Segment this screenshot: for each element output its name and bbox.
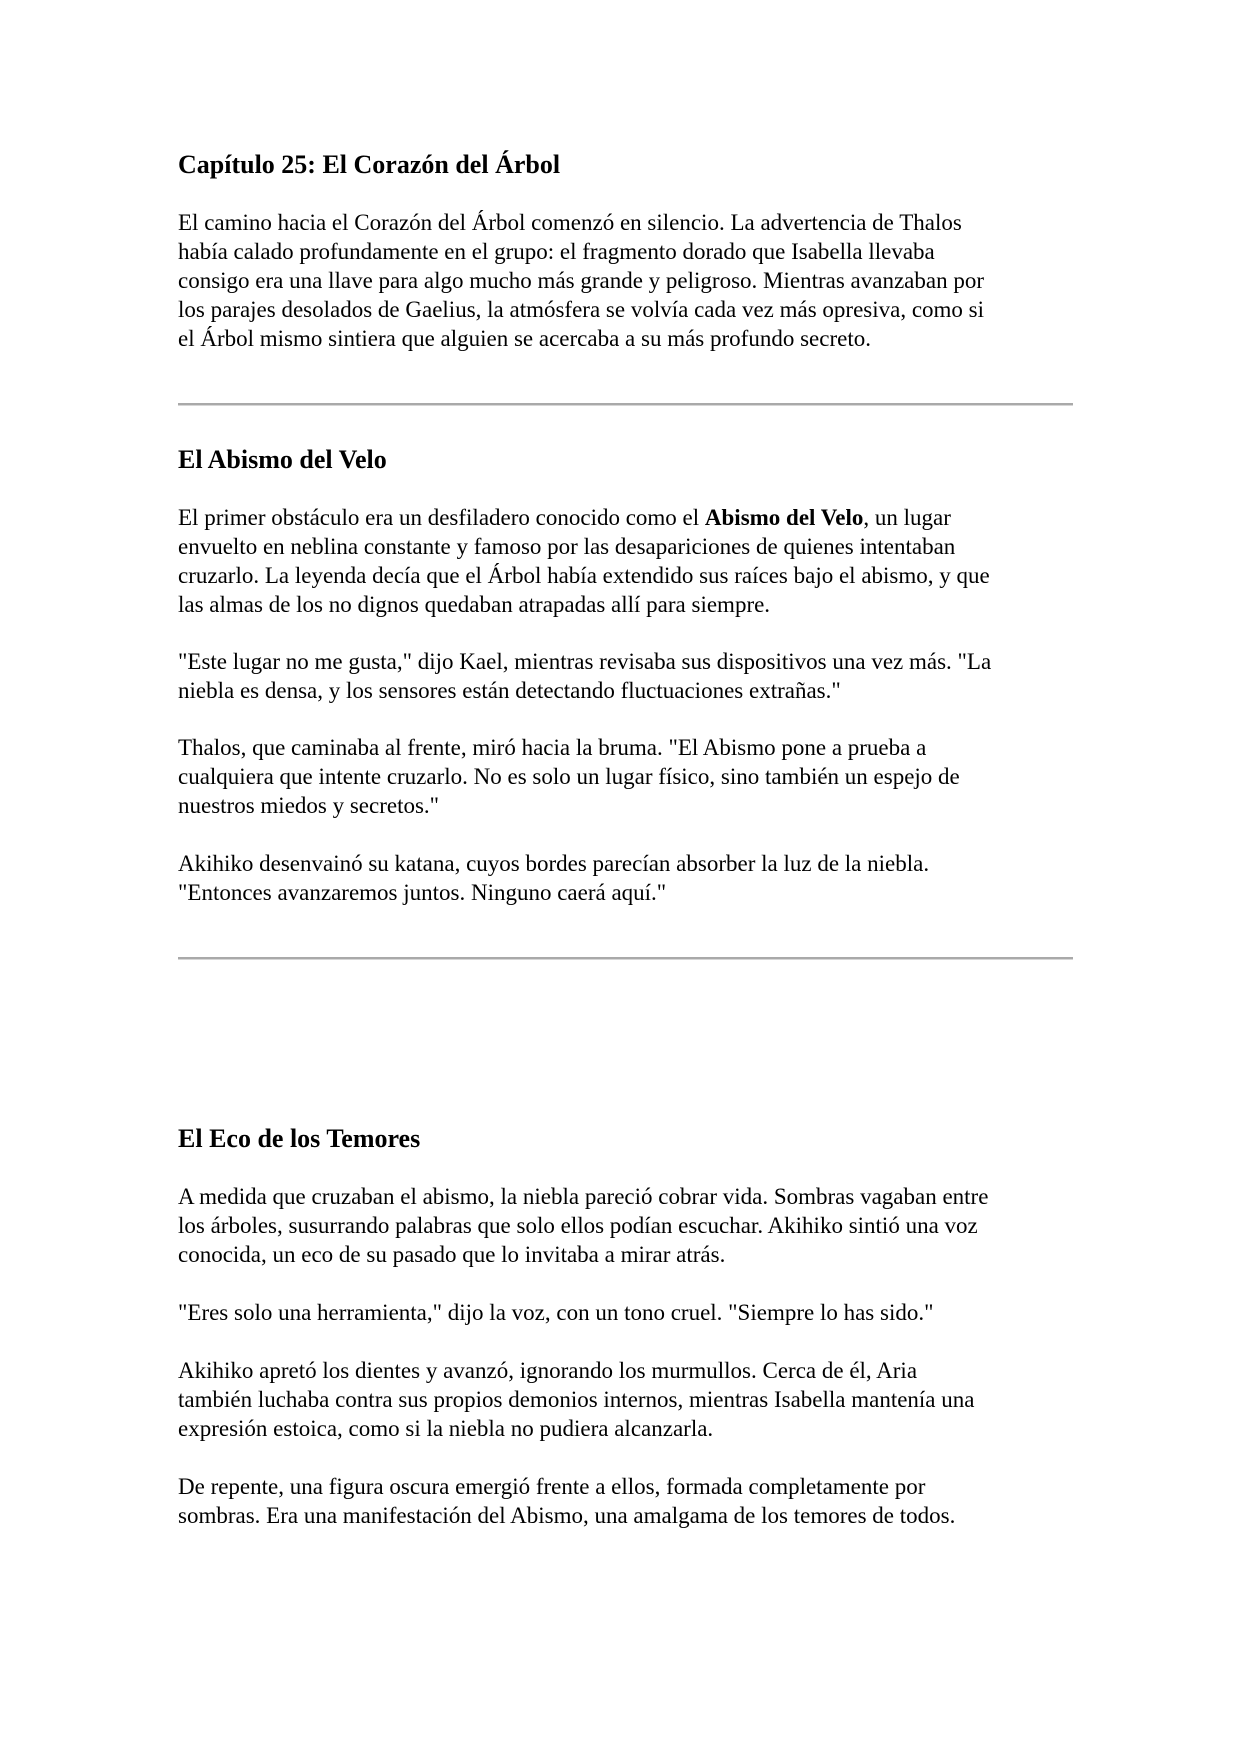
text-line: "Este lugar no me gusta," dijo Kael, mientras revisaba sus dispositivos una vez más. "La — [178, 649, 992, 674]
text-line: niebla es densa, y los sensores están detectando fluctuaciones extrañas." — [178, 678, 841, 703]
text-line: consigo era una llave para algo mucho más grande y peligroso. Mientras avanzaban por — [178, 268, 984, 293]
text-line: había calado profundamente en el grupo: el fragmento dorado que Isabella llevaba — [178, 239, 935, 264]
text-line: los árboles, susurrando palabras que solo ellos podían escuchar. Akihiko sintió una voz — [178, 1213, 978, 1238]
text-line: De repente, una figura oscura emergió frente a ellos, formada completamente por — [178, 1474, 926, 1499]
text-line: las almas de los no dignos quedaban atrapadas allí para siempre. — [178, 592, 771, 617]
text-line — [178, 503, 1073, 532]
horizontal-divider — [178, 957, 1073, 960]
text-line: expresión estoica, como si la niebla no pudiera alcanzarla. — [178, 1416, 714, 1441]
intro-paragraph — [178, 208, 1073, 353]
text-line: El camino hacia el Corazón del Árbol comenzó en silencio. La advertencia de Thalos — [178, 210, 962, 235]
text-line: envuelto en neblina constante y famoso por las desapariciones de quienes intentaban — [178, 534, 956, 559]
text-line: Akihiko desenvainó su katana, cuyos bordes parecían absorber la luz de la niebla. — [178, 851, 930, 876]
paragraph — [178, 1182, 1073, 1269]
bold-term: Abismo del Velo — [704, 505, 864, 530]
text-run: , un lugar — [863, 505, 951, 530]
paragraph — [178, 849, 1073, 907]
text-line: sombras. Era una manifestación del Abismo, una amalgama de los temores de todos. — [178, 1503, 956, 1528]
text-line: también luchaba contra sus propios demonios internos, mientras Isabella mantenía una — [178, 1387, 975, 1412]
paragraph — [178, 733, 1073, 820]
text-line: "Entonces avanzaremos juntos. Ninguno caerá aquí." — [178, 880, 667, 905]
paragraph — [178, 1298, 1073, 1327]
text-line: Akihiko apretó los dientes y avanzó, ignorando los murmullos. Cerca de él, Aria — [178, 1358, 918, 1383]
section-heading: El Eco de los Temores — [178, 1124, 421, 1153]
paragraph — [178, 647, 1073, 705]
text-run: El primer obstáculo era un desfiladero conocido como el — [178, 505, 705, 530]
text-line: "Eres solo una herramienta," dijo la voz, con un tono cruel. "Siempre lo has sido." — [178, 1300, 934, 1325]
text-line: cualquiera que intente cruzarlo. No es solo un lugar físico, sino también un espejo de — [178, 764, 960, 789]
text-line: los parajes desolados de Gaelius, la atmósfera se volvía cada vez más opresiva, como si — [178, 297, 985, 322]
text-line: conocida, un eco de su pasado que lo invitaba a mirar atrás. — [178, 1242, 726, 1267]
paragraph — [178, 503, 1073, 619]
paragraph — [178, 1356, 1073, 1443]
horizontal-divider — [178, 403, 1073, 406]
chapter-title: Capítulo 25: El Corazón del Árbol — [178, 150, 561, 179]
text-line: A medida que cruzaban el abismo, la niebla pareció cobrar vida. Sombras vagaban entre — [178, 1184, 989, 1209]
text-line: nuestros miedos y secretos." — [178, 793, 440, 818]
text-line: Thalos, que caminaba al frente, miró hacia la bruma. "El Abismo pone a prueba a — [178, 735, 927, 760]
text-line: el Árbol mismo sintiera que alguien se acercaba a su más profundo secreto. — [178, 326, 871, 351]
text-line: cruzarlo. La leyenda decía que el Árbol había extendido sus raíces bajo el abismo, y que — [178, 563, 990, 588]
section-heading: El Abismo del Velo — [178, 445, 387, 474]
paragraph — [178, 1472, 1073, 1530]
